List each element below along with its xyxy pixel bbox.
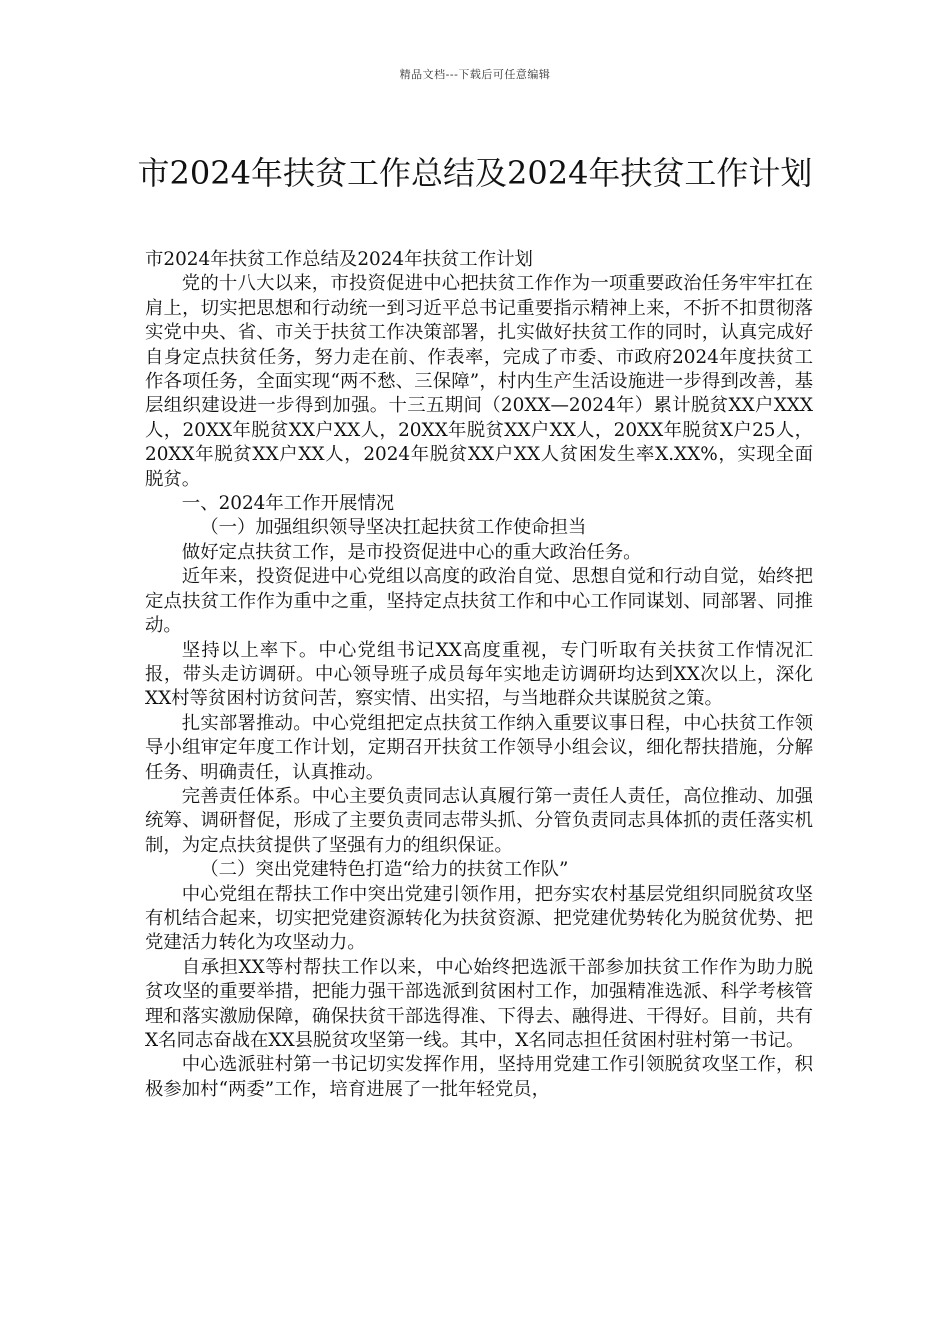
subtitle: 市2024年扶贫工作总结及2024年扶贫工作计划	[145, 249, 533, 270]
document-body	[145, 248, 813, 1102]
subsection-heading: （二）突出党建特色打造“给力的扶贫工作队”	[200, 859, 569, 881]
paragraph: 完善责任体系。中心主要负责同志认真履行第一责任人责任，高位推动、加强统筹、调研督促，形成了主要负责同志带头抓、分管负责同志具体抓的责任落实机制，为定点扶贫提供了坚强有力的组织保证。	[145, 785, 813, 856]
paragraph: 中心党组在帮扶工作中突出党建引领作用，把夯实农村基层党组织同脱贫攻坚有机结合起来，切实把党建资源转化为扶贫资源、把党建优势转化为脱贫优势、把党建活力转化为攻坚动力。	[145, 883, 813, 954]
paragraph: 近年来，投资促进中心党组以高度的政治自觉、思想自觉和行动自觉，始终把定点扶贫工作作为重中之重，坚持定点扶贫工作和中心工作同谋划、同部署、同推动。	[145, 566, 813, 637]
header-note: 精品文档---下载后可任意编辑	[399, 68, 551, 81]
paragraph: 党的十八大以来，市投资促进中心把扶贫工作作为一项重要政治任务牢牢扛在肩上，切实把思想和行动统一到习近平总书记重要指示精神上来，不折不扣贯彻落实党中央、省、市关于扶贫工作决策部署，扎实做好扶贫工作的同时，认真完成好自身定点扶贫任务，努力走在前、作表率，完成了市委、市政府2024年度扶贫工作各项任务，全面实现“两不愁、三保障”，村内生产生活设施进一步得到改善，基层组织建设进一步得到加强。十三五期间（20XX—2024年）累计脱贫XX户XXX人，20XX年脱贫XX户XX人，20XX年脱贫XX户XX人，20XX年脱贫X户25人，20XX年脱贫XX户XX人，2024年脱贫XX户XX人贫困发生率X.XX%，实现全面脱贫。	[145, 273, 813, 490]
paragraph: 坚持以上率下。中心党组书记XX高度重视，专门听取有关扶贫工作情况汇报，带头走访调研。中心领导班子成员每年实地走访调研均达到XX次以上，深化XX村等贫困村访贫问苦，察实情、出实招，与当地群众共谋脱贫之策。	[145, 639, 813, 710]
paragraph: 做好定点扶贫工作，是市投资促进中心的重大政治任务。	[181, 541, 642, 563]
document-title: 市2024年扶贫工作总结及2024年扶贫工作计划	[137, 154, 813, 193]
section-heading: 一、2024年工作开展情况	[181, 493, 395, 515]
subsection-heading: （一）加强组织领导坚决扛起扶贫工作使命担当	[200, 517, 587, 539]
paragraph: 中心选派驻村第一书记切实发挥作用，坚持用党建工作引领脱贫攻坚工作，积极参加村“两委”工作，培育进展了一批年轻党员，	[145, 1054, 813, 1100]
paragraph: 扎实部署推动。中心党组把定点扶贫工作纳入重要议事日程，中心扶贫工作领导小组审定年度工作计划，定期召开扶贫工作领导小组会议，细化帮扶措施，分解任务、明确责任，认真推动。	[145, 712, 813, 783]
paragraph: 自承担XX等村帮扶工作以来，中心始终把选派干部参加扶贫工作作为助力脱贫攻坚的重要举措，把能力强干部选派到贫困村工作，加强精准选派、科学考核管理和落实激励保障，确保扶贫干部选得准、下得去、融得进、干得好。目前，共有X名同志奋战在XX县脱贫攻坚第一线。其中，X名同志担任贫困村驻村第一书记。	[145, 956, 813, 1051]
